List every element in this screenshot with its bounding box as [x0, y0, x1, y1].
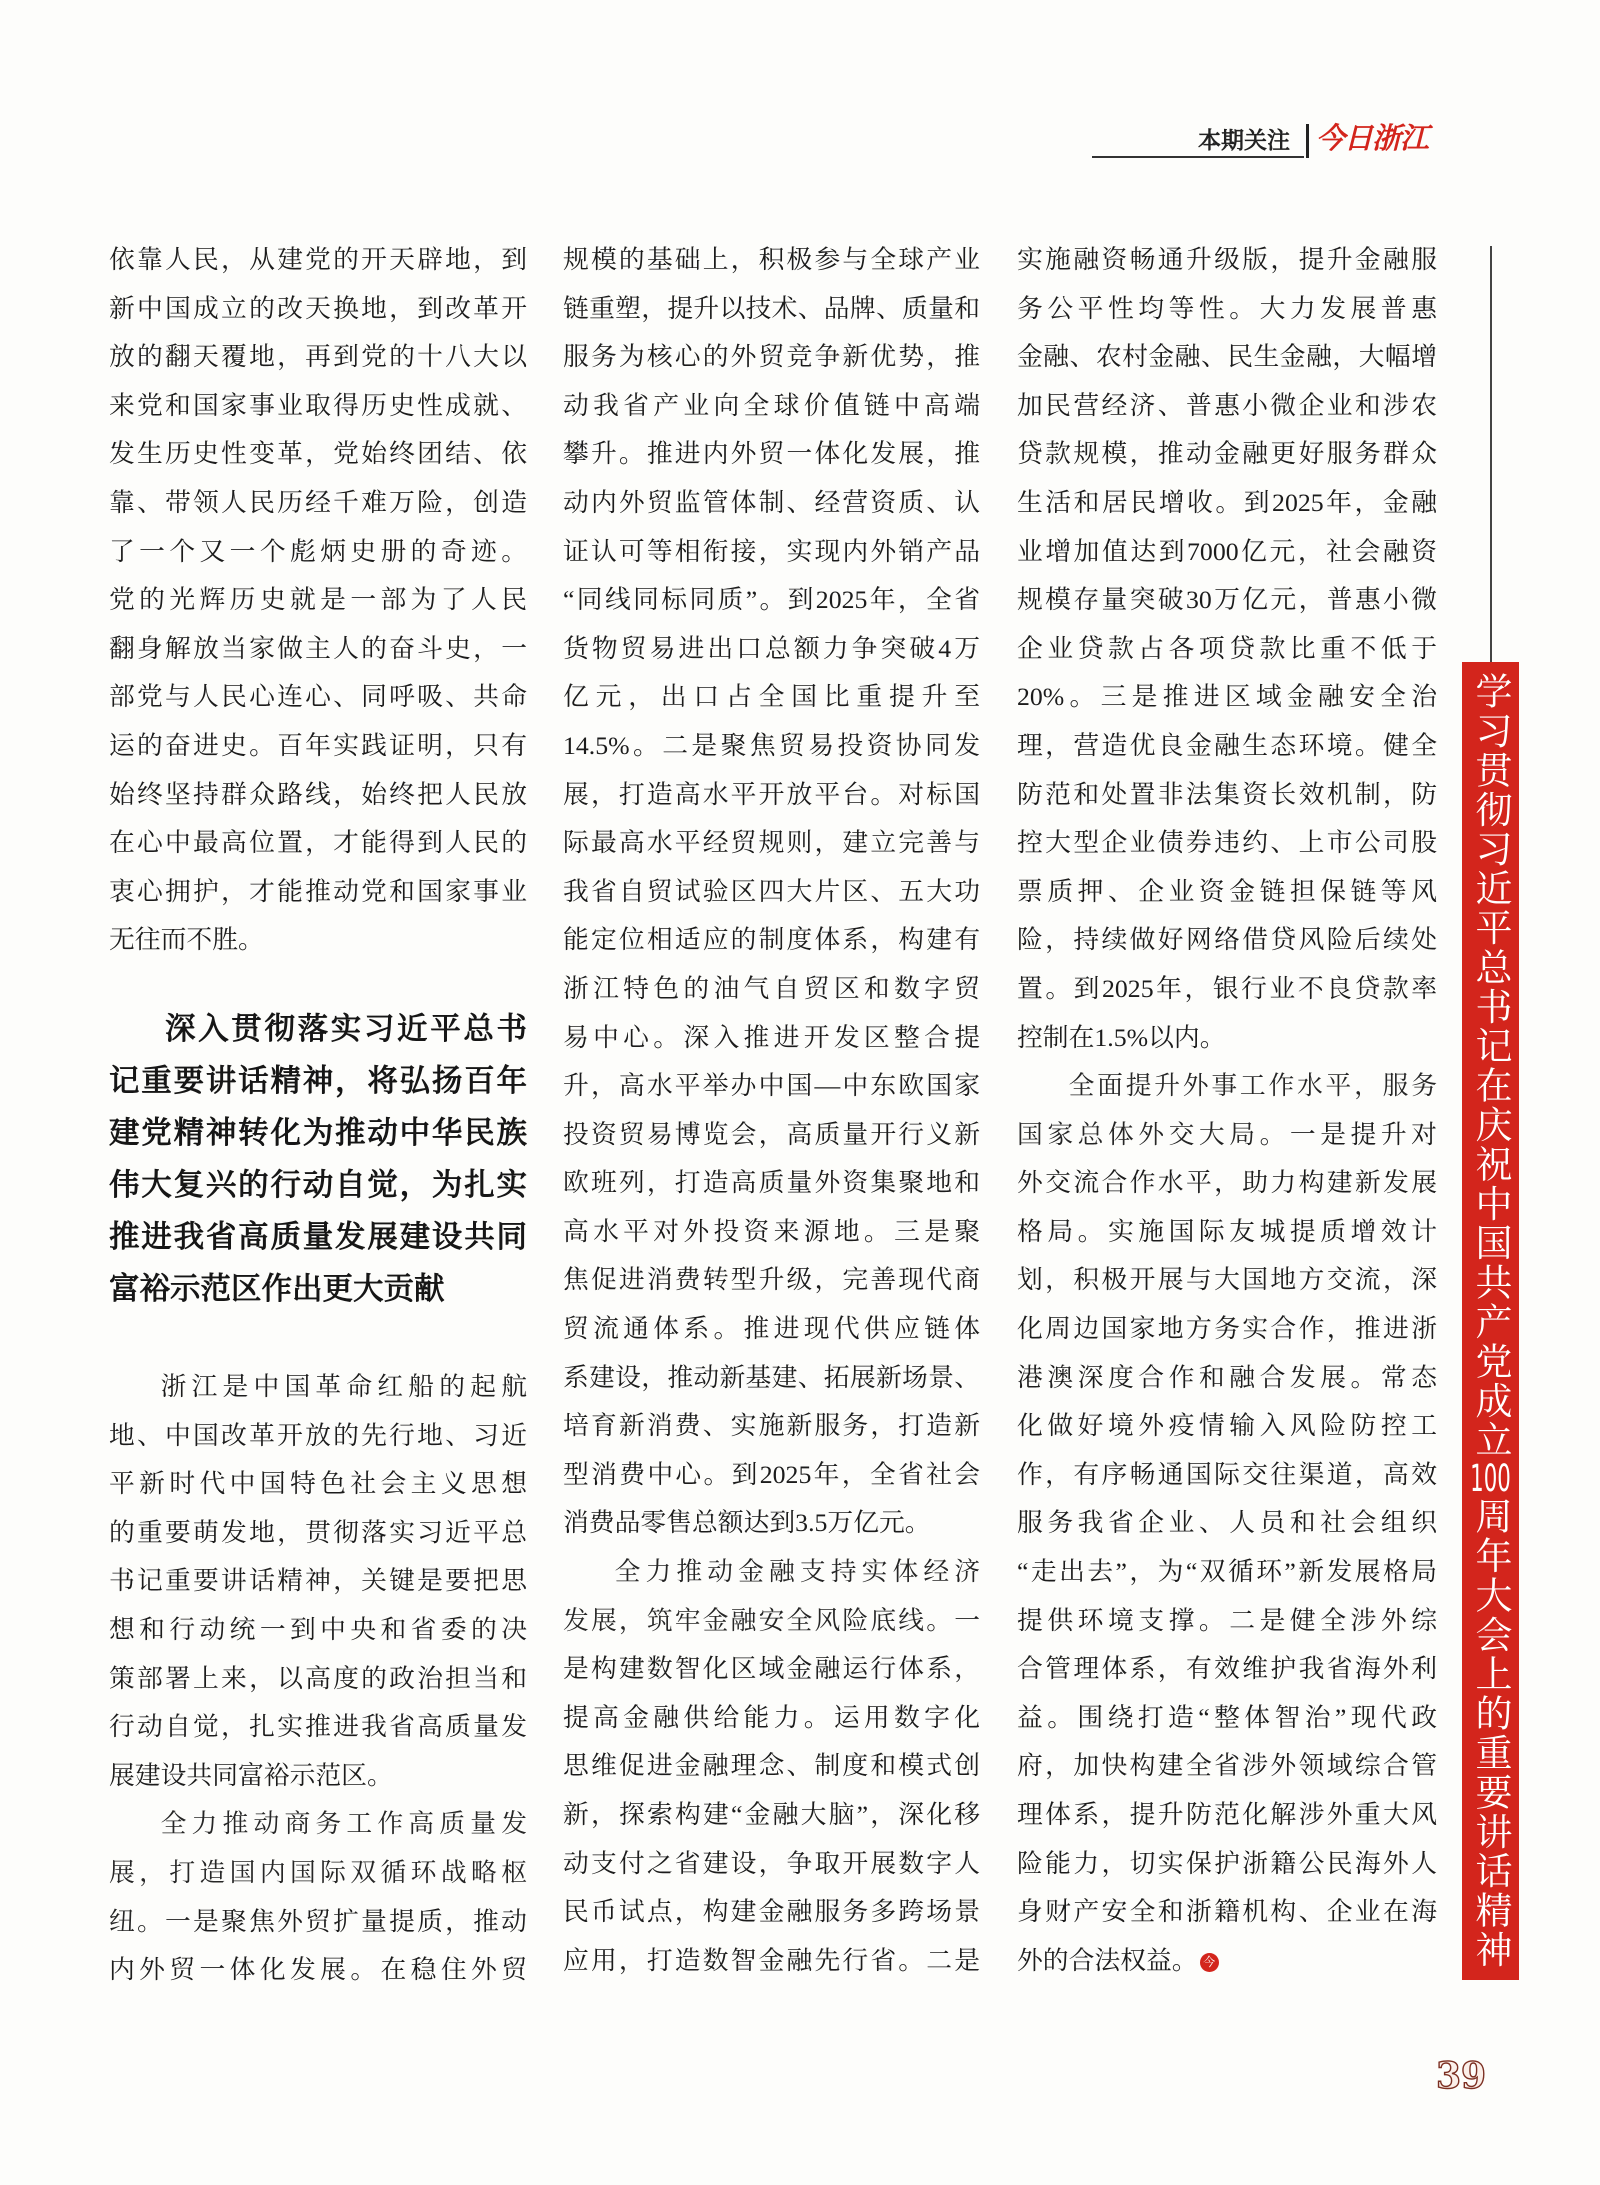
text-line: 培育新消费、实施新服务，打造新 — [563, 1411, 980, 1441]
text-line: 的重要萌发地，贯彻落实习近平总 — [109, 1517, 527, 1547]
text-line: 险能力，切实保护浙籍公民海外人 — [1017, 1848, 1437, 1878]
text-line: 金融、农村金融、民生金融，大幅增 — [1017, 342, 1437, 372]
text-line: 型消费中心。到2025年，全省社会 — [563, 1459, 980, 1489]
text-line: 加民营经济、普惠小微企业和涉农 — [1017, 390, 1437, 420]
text-line: 控制在1.5%以内。 — [1017, 1022, 1226, 1052]
text-line: 化做好境外疫情输入风险防控工 — [1017, 1411, 1437, 1441]
text-line: 高水平对外投资来源地。三是聚 — [563, 1216, 980, 1246]
text-line: 衷心拥护，才能推动党和国家事业 — [109, 876, 527, 906]
text-line: 想和行动统一到中央和省委的决 — [109, 1614, 527, 1644]
text-line: 无往而不胜。 — [109, 925, 264, 955]
text-line: 合管理体系，有效维护我省海外利 — [1017, 1654, 1437, 1684]
text-line: 划，积极开展与大国地方交流，深 — [1017, 1265, 1437, 1295]
end-mark-icon: 今 — [1200, 1953, 1219, 1972]
text-line: 是构建数智化区域金融运行体系， — [563, 1654, 980, 1684]
text-line: 贷款规模，推动金融更好服务群众 — [1017, 439, 1437, 469]
text-line: 控大型企业债券违约、上市公司股 — [1017, 828, 1437, 858]
text-line: 始终坚持群众路线，始终把人民放 — [109, 779, 527, 809]
text-line: 货物贸易进出口总额力争突破4万 — [563, 633, 980, 663]
text-line: 依靠人民，从建党的开天辟地，到 — [109, 245, 527, 274]
text-line: 生活和居民增收。到2025年，金融 — [1017, 487, 1437, 517]
banner-number: 100 — [1470, 1460, 1511, 1498]
column-2 — [563, 236, 980, 1985]
text-line: 思维促进金融理念、制度和模式创 — [563, 1751, 980, 1781]
text-line: 亿元，出口占全国比重提升至 — [563, 682, 980, 712]
text-line: 放的翻天覆地，再到党的十八大以 — [109, 342, 527, 372]
banner-rule — [1490, 246, 1492, 662]
section-label: 本期关注 — [1198, 128, 1290, 154]
text-line: 浙江特色的油气自贸区和数字贸 — [563, 973, 980, 1003]
text-line: 链重塑，提升以技术、品牌、质量和 — [563, 293, 980, 323]
section-heading-line: 推进我省高质量发展建设共同 — [109, 1220, 527, 1255]
section-heading-line: 建党精神转化为推动中华民族 — [109, 1116, 527, 1151]
text-line: 发生历史性变革，党始终团结、依 — [109, 439, 527, 469]
section-heading-line: 深入贯彻落实习近平总书 — [165, 1012, 527, 1047]
magazine-logo: 今日浙江 — [1316, 121, 1429, 155]
section-heading-line: 记重要讲话精神，将弘扬百年 — [109, 1064, 527, 1099]
text-line: 置。到2025年，银行业不良贷款率 — [1017, 973, 1437, 1003]
text-line: 府，加快构建全省涉外领域综合管 — [1017, 1751, 1437, 1781]
text-line: 应用，打造数智金融先行省。二是 — [563, 1945, 980, 1975]
text-line: 我省自贸试验区四大片区、五大功 — [563, 876, 980, 906]
text-line — [563, 1597, 980, 1646]
text-line: 平新时代中国特色社会主义思想 — [109, 1469, 527, 1499]
text-line: 身财产安全和浙籍机构、企业在海 — [1017, 1897, 1437, 1927]
text-line: 投资贸易博览会，高质量开行义新 — [563, 1119, 980, 1149]
text-line: 实施融资畅通升级版，提升金融服 — [1017, 245, 1437, 274]
text-line: 动我省产业向全球价值链中高端 — [563, 390, 980, 420]
text-line — [109, 1898, 527, 1947]
body-text: 一是提升对 — [1289, 1119, 1437, 1149]
text-line: 理体系，提升防范化解涉外重大风 — [1017, 1800, 1437, 1829]
text-line: 攀升。推进内外贸一体化发展，推 — [563, 439, 980, 469]
text-line: 险，持续做好网络借贷风险后续处 — [1017, 925, 1437, 955]
text-line: 浙江是中国革命红船的起航 — [160, 1372, 527, 1401]
emphasis-line: 全力推动商务工作高质量发 — [160, 1809, 527, 1840]
text-line: 益。围绕打造“整体智治”现代政 — [1017, 1702, 1437, 1732]
text-line: 提高金融供给能力。运用数字化 — [563, 1702, 980, 1732]
text-line: 规模的基础上，积极参与全球产业 — [563, 245, 980, 274]
text-line: 了一个又一个彪炳史册的奇迹。 — [109, 536, 527, 566]
text-line: 外交流合作水平，助力构建新发展 — [1017, 1168, 1437, 1198]
text-line: 来党和国家事业取得历史性成就、 — [109, 390, 527, 420]
text-line: 易中心。深入推进开发区整合提 — [563, 1022, 980, 1052]
section-heading-line: 伟大复兴的行动自觉，为扎实 — [109, 1168, 527, 1203]
text-line: 运的奋进史。百年实践证明，只有 — [109, 730, 527, 760]
text-line: 票质押、企业资金链担保链等风 — [1017, 876, 1437, 906]
text-line: 焦促进消费转型升级，完善现代商 — [563, 1265, 980, 1295]
text-line: 动内外贸监管体制、经营资质、认 — [563, 487, 980, 517]
text-line: 务公平性均等性。大力发展普惠 — [1017, 293, 1437, 323]
text-line: 系建设，推动新基建、拓展新场景、 — [563, 1362, 980, 1392]
section-heading — [109, 1004, 527, 1316]
text-line: 企业贷款占各项贷款比重不低于 — [1017, 633, 1437, 663]
emphasis-text: 国家总体外交大局。 — [1017, 1119, 1290, 1150]
text-line: 理，营造优良金融生态环境。健全 — [1017, 730, 1437, 760]
banner-text-start: 学习贯彻习近平总书记在庆祝中国共产党成立 — [1469, 672, 1512, 1461]
text-line: 能定位相适应的制度体系，构建有 — [563, 925, 980, 955]
body-text: 一是聚焦外贸扩量提质，推动 — [165, 1906, 527, 1936]
text-line: 作，有序畅通国际交往渠道，高效 — [1017, 1459, 1437, 1489]
emphasis-line: 全力推动金融支持实体经济 — [614, 1557, 980, 1588]
text-line: 服务我省企业、人员和社会组织 — [1017, 1508, 1437, 1538]
text-line: 格局。实施国际友城提质增效计 — [1017, 1216, 1437, 1246]
topic-banner-text — [1462, 672, 1519, 1970]
text-line: 部党与人民心连心、同呼吸、共命 — [109, 682, 527, 712]
page-number: 39 — [1436, 2055, 1487, 2097]
text-line: 翻身解放当家做主人的奋斗史，一 — [109, 633, 527, 663]
text-line: 14.5%。二是聚焦贸易投资协同发 — [563, 730, 980, 760]
text-line: 升，高水平举办中国—中东欧国家 — [563, 1071, 980, 1101]
text-line: 化周边国家地方务实合作，推进浙 — [1017, 1314, 1437, 1344]
text-line: 新，探索构建“金融大脑”，深化移 — [563, 1800, 980, 1829]
body-text: 一 — [954, 1605, 980, 1635]
emphasis-text: 发展，筑牢金融安全风险底线。 — [563, 1605, 955, 1636]
text-line: 港澳深度合作和融合发展。常态 — [1017, 1362, 1437, 1392]
emphasis-line: 全面提升外事工作水平，服务 — [1068, 1071, 1437, 1102]
text-line: 展建设共同富裕示范区。 — [109, 1760, 393, 1790]
text-line: 地、中国改革开放的先行地、习近 — [109, 1420, 527, 1450]
column-3 — [1017, 236, 1437, 1985]
text-line: “同线同标同质”。到2025年，全省 — [563, 585, 980, 615]
text-line: 行动自觉，扎实推进我省高质量发 — [109, 1712, 527, 1742]
column-1-bottom — [109, 1363, 527, 1995]
emphasis-text: 纽。 — [109, 1906, 166, 1937]
text-line: 靠、带领人民历经千难万险，创造 — [109, 487, 527, 517]
text-line: 服务为核心的外贸竞争新优势，推 — [563, 342, 980, 372]
text-line: 书记重要讲话精神，关键是要把思 — [109, 1566, 527, 1596]
text-line — [1017, 1111, 1437, 1160]
text-line: 证认可等相衔接，实现内外销产品 — [563, 536, 980, 566]
text-line: 欧班列，打造高质量外资集聚地和 — [563, 1168, 980, 1198]
text-line: “走出去”，为“双循环”新发展格局 — [1017, 1557, 1437, 1587]
text-line: 民币试点，构建金融服务多跨场景 — [563, 1897, 980, 1927]
text-line: 消费品零售总额达到3.5万亿元。 — [563, 1508, 931, 1538]
banner-text-end: 周年大会上的重要讲话精神 — [1469, 1497, 1512, 1970]
text-line: 提供环境支撑。二是健全涉外综 — [1017, 1605, 1437, 1635]
text-line: 规模存量突破30万亿元，普惠小微 — [1017, 585, 1437, 615]
text-line: 展，打造高水平开放平台。对标国 — [563, 779, 980, 809]
header-divider — [1306, 124, 1309, 158]
text-line — [1017, 1937, 1437, 1986]
emphasis-line: 展，打造国内国际双循环战略枢 — [109, 1857, 527, 1888]
body-text: 外的合法权益。 — [1017, 1945, 1198, 1975]
text-line: 新中国成立的改天换地，到改革开 — [109, 293, 527, 323]
text-line: 动支付之省建设，争取开展数字人 — [563, 1848, 980, 1878]
text-line: 策部署上来，以高度的政治担当和 — [109, 1663, 527, 1693]
text-line: 在心中最高位置，才能得到人民的 — [109, 828, 527, 858]
section-heading-line: 富裕示范区作出更大贡献 — [109, 1272, 445, 1307]
text-line: 20%。三是推进区域金融安全治 — [1017, 682, 1437, 712]
text-line: 防范和处置非法集资长效机制，防 — [1017, 779, 1437, 809]
text-line: 贸流通体系。推进现代供应链体 — [563, 1314, 980, 1344]
text-line: 业增加值达到7000亿元，社会融资 — [1017, 536, 1437, 566]
topic-banner — [1462, 662, 1519, 1980]
text-line: 际最高水平经贸规则，建立完善与 — [563, 828, 980, 858]
column-1-top — [109, 236, 527, 965]
text-line: 党的光辉历史就是一部为了人民 — [109, 585, 527, 615]
text-line: 内外贸一体化发展。在稳住外贸 — [109, 1955, 527, 1985]
